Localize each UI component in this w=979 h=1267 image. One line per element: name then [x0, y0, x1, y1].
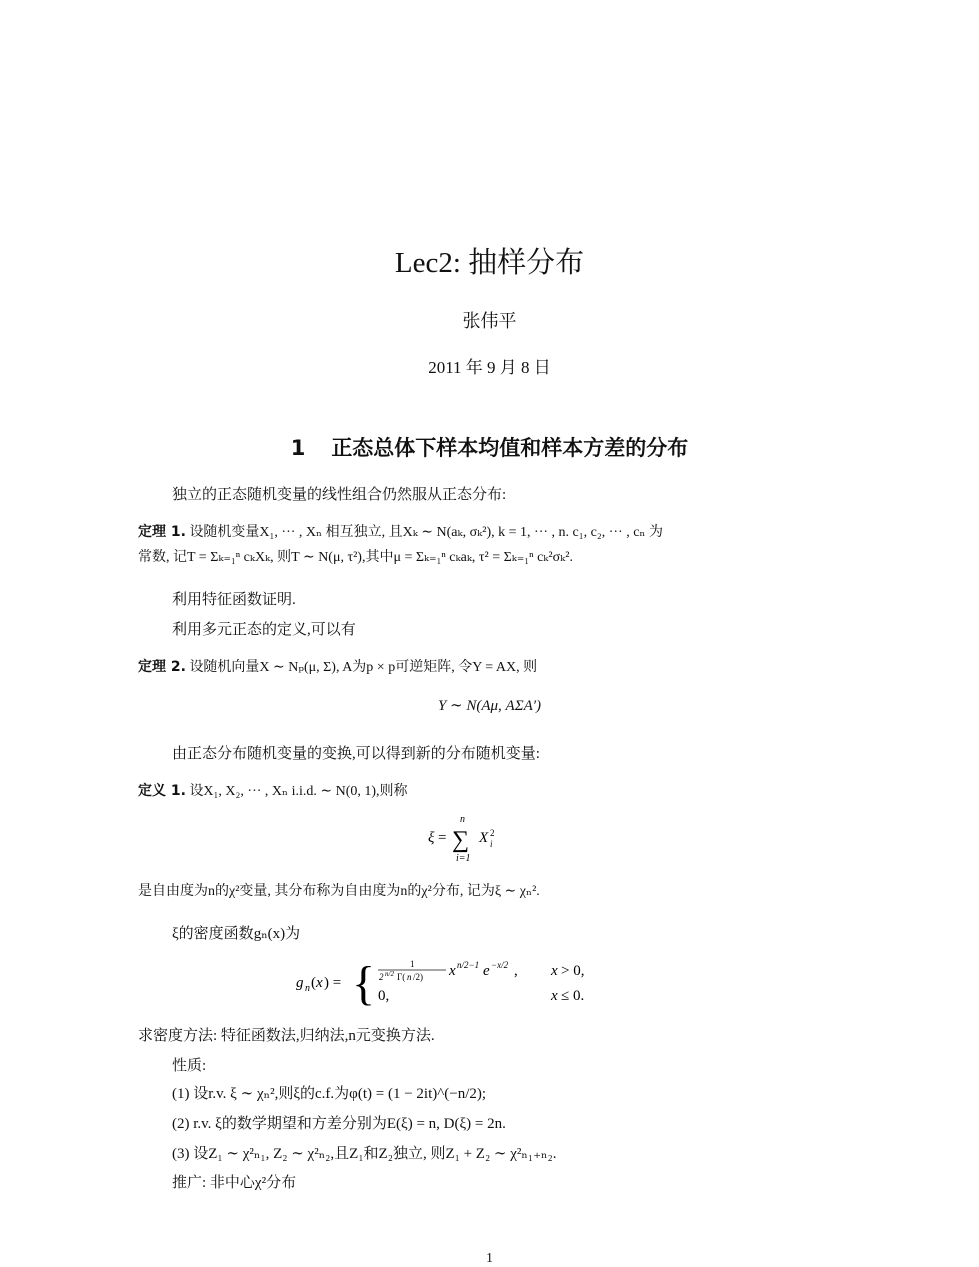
property-2: (2) r.v. ξ的数学期望和方差分别为E(ξ) = n, D(ξ) = 2n. — [172, 1116, 506, 1132]
theorem-1-line-2: 常数, 记T = Σₖ₌₁ⁿ cₖXₖ, 则T ∼ N(μ, τ²),其中μ = Σₖ₌₁ⁿ cₖaₖ, τ² = Σₖ₌₁ⁿ cₖ²σₖ². — [138, 550, 573, 565]
section-heading — [0, 432, 979, 462]
svg-text:/2): /2) — [413, 972, 423, 982]
definition-1 — [138, 780, 408, 800]
svg-text:2: 2 — [490, 828, 495, 838]
density-function-formula — [296, 954, 616, 1010]
properties-label: 性质: — [172, 1058, 207, 1074]
svg-text:=: = — [438, 830, 447, 846]
svg-text:∑: ∑ — [452, 827, 470, 853]
svg-text:n/2: n/2 — [385, 970, 394, 978]
date: 2011 年 9 月 8 日 — [428, 358, 551, 377]
svg-text:{: { — [352, 957, 376, 1010]
svg-text:) =: ) = — [324, 975, 342, 991]
author: 张伟平 — [462, 311, 517, 331]
theorem-1-text-1: 设随机变量X₁, ··· , Xₙ 相互独立, 且Xₖ ∼ N(aₖ, σₖ²), k = 1, ··· , n. c₁, c₂, ··· , cₙ 为 — [189, 525, 663, 540]
svg-text:≤ 0.: ≤ 0. — [561, 988, 585, 1004]
svg-text:i: i — [490, 839, 493, 849]
svg-text:2: 2 — [379, 972, 384, 982]
svg-text:0,: 0, — [378, 988, 390, 1004]
svg-text:n/2−1: n/2−1 — [457, 960, 480, 970]
svg-text:i=1: i=1 — [456, 853, 471, 864]
section-title: 正态总体下样本均值和样本方差的分布 — [331, 436, 689, 460]
svg-text:n: n — [305, 983, 310, 994]
density-methods: 求密度方法: 特征函数法,归纳法,n元变换方法. — [138, 1028, 435, 1044]
svg-text:e: e — [483, 963, 490, 979]
formula-y-distribution: Y ∼ N(Aμ, AΣA′) — [437, 698, 542, 714]
theorem-1-line-1 — [138, 521, 663, 541]
theorem-2 — [138, 656, 537, 676]
definition-1-label: 定义 1. — [138, 783, 186, 799]
svg-text:x: x — [551, 988, 558, 1004]
svg-text:n: n — [407, 972, 412, 982]
property-3: (3) 设Z₁ ∼ χ²ₙ₁, Z₂ ∼ χ²ₙ₂,且Z₁和Z₂独立, 则Z₁ + Z₂ ∼ χ²ₙ₁₊ₙ₂. — [172, 1146, 557, 1162]
svg-text:,: , — [514, 963, 518, 979]
generalization-note: 推广: 非中心χ²分布 — [172, 1175, 297, 1191]
definition-1-text: 设X₁, X₂, ··· , Xₙ i.i.d. ∼ N(0, 1),则称 — [189, 784, 408, 799]
theorem-1-label: 定理 1. — [138, 524, 186, 540]
svg-text:> 0,: > 0, — [561, 963, 585, 979]
svg-text:g: g — [296, 975, 304, 991]
svg-text:1: 1 — [410, 959, 415, 969]
svg-text:x: x — [316, 975, 323, 991]
svg-text:x: x — [551, 963, 558, 979]
svg-text:X: X — [479, 830, 489, 846]
chi-square-sum-formula — [420, 812, 540, 868]
svg-text:−x/2: −x/2 — [491, 960, 509, 970]
chi-square-definition-line: 是自由度为n的χ²变量, 其分布称为自由度为n的χ²分布, 记为ξ ∼ χₙ². — [138, 884, 540, 899]
svg-text:(: ( — [311, 975, 316, 991]
property-1: (1) 设r.v. ξ ∼ χₙ²,则ξ的c.f.为φ(t) = (1 − 2it)^(−n/2); — [172, 1086, 487, 1102]
svg-text:n: n — [460, 814, 465, 825]
svg-text:ξ: ξ — [428, 830, 435, 846]
theorem-2-label: 定理 2. — [138, 659, 186, 675]
svg-text:x: x — [449, 963, 456, 979]
transition-paragraph: 由正态分布随机变量的变换,可以得到新的分布随机变量: — [172, 746, 540, 762]
proof-note-1: 利用特征函数证明. — [172, 592, 296, 608]
proof-note-2: 利用多元正态的定义,可以有 — [172, 622, 356, 638]
page-title: Lec2: 抽样分布 — [394, 247, 585, 279]
page-number: 1 — [486, 1251, 493, 1266]
intro-paragraph: 独立的正态随机变量的线性组合仍然服从正态分布: — [172, 487, 507, 503]
density-intro: ξ的密度函数gₙ(x)为 — [172, 926, 301, 942]
svg-text:Γ(: Γ( — [397, 972, 406, 982]
theorem-2-text: 设随机向量X ∼ Nₚ(μ, Σ), A为p × p可逆矩阵, 令Y = AX, 则 — [189, 660, 538, 675]
section-number: 1 — [290, 436, 306, 460]
